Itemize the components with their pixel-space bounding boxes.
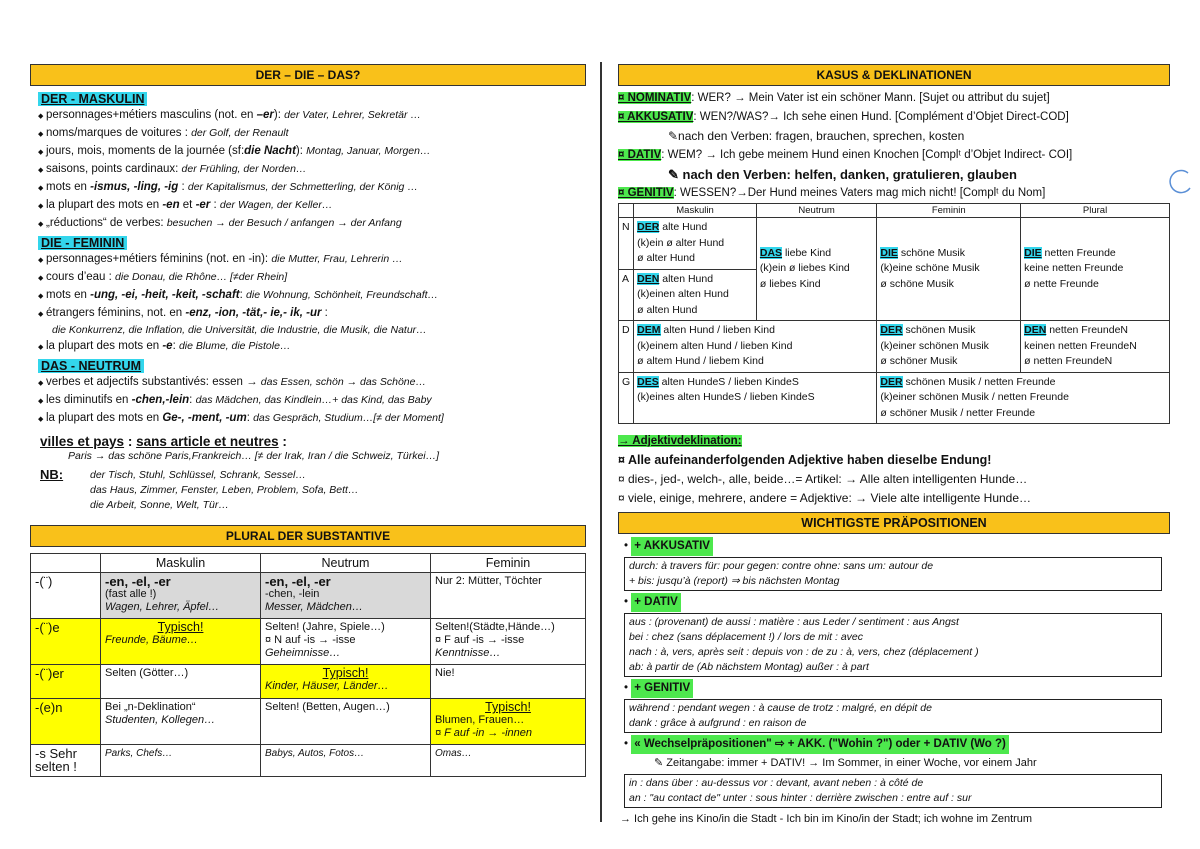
item-text: étrangers féminins, not. en — [46, 307, 186, 319]
plural-cell-line: Geheimnisse… — [265, 647, 341, 659]
akk-prep-row2: + bis: jusqu’à (report) ⇒ bis nächsten Montag — [629, 575, 840, 587]
plural-row — [31, 573, 586, 619]
plural-cell — [101, 619, 261, 665]
decl-cell — [634, 269, 757, 321]
dat-prep-label: + DATIV — [631, 593, 681, 612]
plural-row — [31, 745, 586, 777]
plural-table — [30, 553, 586, 777]
item-example: das Mädchen, das Kindlein…+ das Kind, das Baby — [195, 394, 432, 406]
decl-line: keine netten Freunde — [1024, 262, 1124, 275]
item-sep: : — [172, 340, 179, 352]
item-text: la plupart des mots en — [46, 412, 163, 424]
nominativ-label: ¤ NOMINATIV — [618, 92, 692, 104]
article: DIE — [1024, 246, 1042, 259]
decl-line: ø altem Hund / liebem Kind — [637, 355, 764, 367]
genitiv-label: ¤ GENITIV — [618, 187, 674, 199]
plural-cell — [101, 745, 261, 777]
wechsel-row2: an : "au contact de" unter : sous hinter : derrière zwischen : entre auf : sur — [629, 792, 972, 804]
item-sep: ): — [273, 109, 285, 121]
plural-header: PLURAL DER SUBSTANTIVE — [30, 525, 586, 547]
decl-col-header: Feminin — [877, 204, 1021, 218]
decl-line: ø schöner Musik — [880, 355, 958, 367]
article: (k)einer — [880, 339, 916, 352]
plural-cell-line: -en, -el, -er — [265, 574, 331, 589]
plural-cell — [101, 573, 261, 619]
plural-cell-line: Studenten, Kollegen… — [105, 714, 216, 726]
item-example: der Vater, Lehrer, Sekretär … — [284, 109, 421, 121]
dativ-label: ¤ DATIV — [618, 149, 662, 161]
decl-cell — [877, 372, 1170, 424]
decl-line: (k)eines alten HundeS / lieben KindeS — [637, 391, 815, 403]
adjektiv-rule3: ¤ viele, einige, mehrere, andere = Adjektive: → Viele alte intelligente Hunde… — [618, 491, 1032, 505]
plural-cell-line: Omas… — [435, 748, 472, 759]
plural-cell — [261, 699, 431, 745]
nb-das: das Haus, Zimmer, Fenster, Leben, Problem, Sofa, Bett… — [90, 484, 359, 496]
item-sep2: : — [210, 199, 220, 211]
item-example: der Wagen, der Keller… — [219, 199, 333, 211]
bullet-icon: ◆ — [38, 398, 44, 405]
decl-line: ø schöner Musik / netter Freunde — [880, 406, 1036, 419]
item-sep: : — [178, 181, 188, 193]
nb-examples — [90, 468, 358, 513]
plural-cell-line: -en, -el, -er — [105, 574, 171, 589]
genitiv-text: : WESSEN?→Der Hund meines Vaters mag mich nicht! [Complᵗ du Nom] — [673, 187, 1046, 199]
item-suffix: –er — [256, 109, 274, 121]
nb-label: NB: — [40, 467, 64, 482]
plural-row — [31, 699, 586, 745]
article: DEN — [1024, 324, 1047, 336]
wechsel-box — [624, 774, 1162, 808]
plural-cell-line: Freunde, Bäume… — [105, 634, 198, 646]
list-item — [30, 305, 586, 323]
bullet-icon: ◆ — [38, 185, 44, 192]
item-example: die Blume, die Pistole… — [178, 340, 291, 352]
item-text: personnages+métiers masculins (not. en — [46, 109, 257, 121]
article: keine — [1024, 262, 1050, 275]
article: (k)ein — [637, 236, 664, 249]
plural-cell — [431, 745, 586, 777]
decl-line: DES alten HundeS / lieben KindeS — [637, 375, 799, 388]
list-item — [30, 269, 586, 287]
decl-line: ø alten Hund — [637, 303, 698, 316]
villes-line: villes et pays : sans article et neutres : — [40, 434, 287, 449]
bullet-icon: ◆ — [38, 380, 44, 387]
article: ø — [880, 355, 887, 367]
plural-cell — [261, 619, 431, 665]
akk-prep-box — [624, 557, 1162, 591]
decl-cell — [1021, 321, 1170, 373]
dat-prep-row2: bei : chez (sans déplacement !) / lors de mit : avec — [629, 631, 864, 643]
plural-col-header: Feminin — [431, 554, 586, 573]
plural-cell — [261, 745, 431, 777]
feminin-foreign-examples: die Konkurrenz, die Inflation, die Universität, die Industrie, die Musik, die Natur… — [52, 324, 427, 336]
nb-die: die Arbeit, Sonne, Welt, Tür… — [90, 499, 229, 511]
article: (k)ein — [759, 262, 787, 275]
akk-prep-label: + AKKUSATIV — [631, 537, 713, 556]
plural-cell — [261, 665, 431, 699]
decl-line: DER alte Hund — [637, 221, 708, 233]
plural-col-header — [31, 554, 101, 573]
decl-line: DEM alten Hund / lieben Kind — [637, 324, 775, 336]
item-sep: : — [321, 307, 328, 319]
plural-cell-line: Blumen, Frauen… — [435, 714, 525, 726]
genitiv-line — [618, 184, 1170, 203]
maskulin-list — [30, 107, 586, 233]
dat-prep-box — [624, 613, 1162, 677]
plural-header-row — [31, 554, 586, 573]
article: keinen — [1024, 339, 1056, 352]
plural-cell-line: ¤ N auf -is → -isse — [265, 634, 356, 646]
article: DEM — [637, 324, 661, 336]
decl-row-d — [619, 321, 1170, 373]
plural-cell-line: Nie! — [435, 667, 455, 679]
decl-line: DEN netten FreundeN — [1024, 324, 1128, 336]
article: DEN — [637, 272, 660, 285]
list-item — [30, 161, 586, 179]
adjektiv-block — [618, 432, 1170, 508]
akkusativ-line — [618, 108, 1170, 127]
item-example: der Golf, der Renault — [191, 127, 289, 139]
decl-line: (k)einer schönen Musik / netten Freunde — [880, 391, 1069, 403]
plural-cell-line: -chen, -lein — [265, 588, 320, 600]
item-suffix: die Nacht — [244, 145, 296, 157]
decl-line: (k)eine schöne Musik — [880, 262, 980, 275]
circle-icon — [1166, 168, 1194, 196]
item-text: personnages+métiers féminins (not. en -in): — [46, 253, 272, 265]
praepositionen-header: WICHTIGSTE PRÄPOSITIONEN — [618, 512, 1170, 534]
decl-line: DEN alten Hund — [637, 272, 714, 285]
adjektiv-heading — [618, 432, 1170, 451]
decl-cell — [877, 321, 1021, 373]
list-item — [30, 392, 586, 410]
adjektiv-heading-text: → Adjektivdeklination: — [618, 435, 742, 447]
article: (k)einem — [637, 339, 679, 352]
item-example: die Wohnung, Schönheit, Freundschaft… — [246, 289, 439, 301]
item-suffix2: -er — [195, 199, 211, 211]
item-suffix: -en — [162, 199, 180, 211]
plural-cell-line: Kenntnisse… — [435, 647, 501, 659]
decl-line: (k)einen alten Hund — [637, 288, 729, 300]
decl-col-header: Maskulin — [634, 204, 757, 218]
plural-cell-line: -(¨)e — [35, 620, 60, 635]
article: DES — [637, 375, 659, 388]
plural-cell-line: Messer, Mädchen… — [265, 601, 363, 613]
bullet-icon: ◆ — [38, 257, 44, 264]
list-item — [30, 410, 586, 428]
plural-cell-line: Typisch! — [485, 700, 531, 714]
item-text: la plupart des mots en — [46, 199, 163, 211]
article: ø — [637, 252, 644, 264]
decl-col-header: Plural — [1021, 204, 1170, 218]
case-label: A — [619, 269, 634, 321]
plural-cell — [31, 699, 101, 745]
item-suffix: -e — [162, 340, 173, 352]
declension-table — [618, 203, 1170, 424]
article: DAS — [759, 246, 783, 259]
dativ-verbs: ✎ nach den Verben: helfen, danken, gratulieren, glauben — [668, 167, 1017, 182]
list-item — [30, 125, 586, 143]
left-column — [30, 64, 586, 777]
list-item — [30, 197, 586, 215]
item-text: mots en — [46, 289, 91, 301]
wechsel-row1: in : dans über : au-dessus vor : devant, avant neben : à côté de — [629, 777, 924, 789]
item-text: „réductions“ de verbes: — [46, 217, 167, 229]
item-suffix: -ismus, -ling, -ig — [90, 181, 179, 193]
villes-example: Paris → das schöne Paris,Frankreich… [≠ der Irak, Iran / die Schweiz, Türkei…] — [68, 450, 440, 462]
decl-row-n — [619, 218, 1170, 270]
gen-prep-row2: dank : grâce à aufgrund : en raison de — [629, 717, 807, 729]
neutrum-list — [30, 374, 586, 428]
plural-cell-line: Kinder, Häuser, Länder… — [265, 680, 389, 692]
article: ø — [880, 277, 887, 290]
plural-cell-line: Bei „n-Deklination“ — [105, 701, 196, 713]
decl-line: ø alter Hund — [637, 252, 695, 264]
plural-cell-line: -(¨) — [35, 574, 53, 589]
akkusativ-text: : WEN?/WAS?→ Ich sehe einen Hund. [Complément d’Objet Direct-COD] — [693, 111, 1069, 123]
item-text: cours d’eau : — [46, 271, 116, 283]
dat-prep-row3: nach : à, vers, après seit : depuis von : de zu : à, vers, chez (déplacement ) — [629, 646, 979, 658]
plural-cell-line: ¤ F auf -in → -innen — [435, 727, 533, 739]
plural-cell-line: -(e)n — [35, 700, 63, 715]
bullet-icon: ◆ — [38, 344, 44, 351]
item-example: Montag, Januar, Morgen… — [306, 145, 431, 157]
decl-line: (k)einer schönen Musik — [880, 339, 989, 352]
decl-row-g — [619, 372, 1170, 424]
item-suffix: Ge-, -ment, -um — [162, 412, 247, 424]
article: DER — [880, 324, 903, 336]
item-text: mots en — [46, 181, 91, 193]
villes-label: villes et pays — [40, 434, 125, 449]
akk-prep-row1: durch: à travers für: pour gegen: contre ohne: sans um: autour de — [629, 560, 934, 572]
plural-cell-line: Wagen, Lehrer, Äpfel… — [105, 601, 220, 613]
plural-cell — [31, 745, 101, 777]
plural-cell-line: Selten!(Städte,Hände…) — [435, 621, 555, 633]
plural-cell-line: -(¨)er — [35, 666, 64, 681]
nb-der: der Tisch, Stuhl, Schlüssel, Schrank, Sessel… — [90, 469, 306, 481]
list-item — [30, 374, 586, 392]
plural-col-header: Maskulin — [101, 554, 261, 573]
gen-prep-row1: während : pendant wegen : à cause de trotz : malgré, en dépit de — [629, 702, 932, 714]
article: DER — [637, 221, 660, 233]
article: (k)einer — [880, 391, 916, 403]
item-example: der Frühling, der Norden… — [181, 163, 307, 175]
feminin-heading: DIE - FEMININ — [38, 236, 127, 250]
case-label: G — [619, 372, 634, 424]
decl-line: (k)einem alten Hund / lieben Kind — [637, 339, 793, 352]
gen-prep-box — [624, 699, 1162, 733]
decl-col-header — [619, 204, 634, 218]
plural-cell — [31, 619, 101, 665]
decl-col-header: Neutrum — [756, 204, 877, 218]
item-text: la plupart des mots en — [46, 340, 163, 352]
decl-cell — [877, 218, 1021, 321]
akkusativ-verbs: ✎nach den Verben: fragen, brauchen, sprechen, kosten — [668, 129, 965, 143]
column-divider — [600, 62, 602, 822]
decl-line: ø nette Freunde — [1024, 277, 1099, 290]
plural-cell — [101, 665, 261, 699]
bullet-icon: ◆ — [38, 311, 44, 318]
decl-cell — [634, 218, 757, 270]
dat-prep-row4: ab: à partir de (Ab nächstem Montag) außer : à part — [629, 661, 869, 673]
list-item — [30, 107, 586, 125]
plural-cell — [261, 573, 431, 619]
decl-line: keinen netten FreundeN — [1024, 339, 1137, 352]
plural-cell — [101, 699, 261, 745]
maskulin-heading: DER - MASKULIN — [38, 92, 147, 106]
plural-cell-line: Nur 2: Mütter, Töchter — [435, 575, 542, 587]
bullet-icon: ◆ — [38, 416, 44, 423]
nominativ-line — [618, 89, 1170, 108]
bullet-icon: ◆ — [38, 203, 44, 210]
list-item — [30, 179, 586, 197]
plural-cell-line: Parks, Chefs… — [105, 748, 173, 759]
plural-cell-line: (fast alle !) — [105, 588, 157, 600]
article: DIE — [880, 246, 898, 259]
nominativ-text: : WER? → Mein Vater ist ein schöner Mann. [Sujet ou attribut du sujet] — [691, 92, 1050, 104]
villes-rule: sans article et neutres — [136, 434, 279, 449]
bullet-icon: ◆ — [38, 149, 44, 156]
decl-line: (k)ein ø alter Hund — [637, 236, 725, 249]
plural-cell-line: Selten! (Jahre, Spiele…) — [265, 621, 385, 633]
case-label: N — [619, 218, 634, 270]
dat-prep-row1: aus : (provenant) de aussi : matière : aus Leder / sentiment : aus Angst — [629, 616, 959, 628]
neutrum-heading: DAS - NEUTRUM — [38, 359, 144, 373]
item-example: die Donau, die Rhône… [≠der Rhein] — [115, 271, 288, 283]
article: ø — [637, 355, 644, 367]
article: (k)eine — [880, 262, 913, 275]
decl-line: DIE netten Freunde — [1024, 246, 1116, 259]
plural-cell-line: Babys, Autos, Fotos… — [265, 748, 365, 759]
right-column — [618, 64, 1170, 829]
kasus-header: KASUS & DEKLINATIONEN — [618, 64, 1170, 86]
plural-cell — [431, 573, 586, 619]
plural-cell — [431, 619, 586, 665]
item-text: jours, mois, moments de la journée (sf: — [46, 145, 245, 157]
dativ-text: : WEM? → Ich gebe meinem Hund einen Knochen [Complᵗ d’Objet Indirect- COI] — [661, 149, 1073, 161]
article: ø — [880, 406, 887, 419]
plural-cell — [31, 665, 101, 699]
decl-cell — [756, 218, 877, 321]
article: ø — [1024, 355, 1031, 367]
bullet-icon: ◆ — [38, 113, 44, 120]
plural-cell-line: Selten! (Betten, Augen…) — [265, 701, 390, 713]
bullet-icon: ◆ — [38, 131, 44, 138]
decl-line: DER schönen Musik — [880, 324, 976, 336]
list-item — [30, 251, 586, 269]
plural-cell-line: Typisch! — [322, 666, 369, 680]
item-suffix: -enz, -ion, -tät,- ie,- ik, -ur — [185, 307, 322, 319]
decl-header-row — [619, 204, 1170, 218]
item-sep: et — [179, 199, 196, 211]
plural-cell-line: Typisch! — [157, 620, 204, 634]
gen-prep-head: • + GENITIV — [618, 679, 1170, 698]
wechsel-label: « Wechselpräpositionen" ⇨ + AKK. ("Wohin ?") oder + DATIV (Wo ?) — [631, 735, 1009, 754]
zeitangabe: ✎ Zeitangabe: immer + DATIV! → Im Sommer, in einer Woche, vor einem Jahr — [654, 757, 1037, 769]
plural-cell — [31, 573, 101, 619]
item-text: les diminutifs en — [46, 394, 132, 406]
plural-cell-line: -s Sehr selten ! — [35, 746, 77, 774]
plural-cell — [431, 699, 586, 745]
akkusativ-label: ¤ AKKUSATIV — [618, 111, 694, 123]
list-item — [30, 143, 586, 161]
plural-cell — [431, 665, 586, 699]
decl-line: DER schönen Musik / netten Freunde — [880, 375, 1056, 388]
item-text: verbes et adjectifs substantivés: essen → — [46, 376, 261, 388]
bullet-icon: ◆ — [38, 275, 44, 282]
nb-block — [30, 467, 586, 515]
decl-line: ø schöne Musik — [880, 277, 954, 290]
item-text: noms/marques de voitures : — [46, 127, 192, 139]
wechsel-head: • « Wechselpräpositionen" ⇨ + AKK. ("Wohin ?") oder + DATIV (Wo ?) — [618, 735, 1170, 754]
item-suffix: -ung, -ei, -heit, -keit, -schaft — [90, 289, 240, 301]
list-item — [30, 215, 586, 233]
plural-row — [31, 665, 586, 699]
decl-line: DIE schöne Musik — [880, 246, 966, 259]
decl-cell — [634, 372, 877, 424]
akk-prep-head: • + AKKUSATIV — [618, 537, 1170, 556]
item-sep: : — [239, 289, 247, 301]
item-example: das Gespräch, Studium…[≠ der Moment] — [253, 412, 444, 424]
wechsel-example: → Ich gehe ins Kino/in die Stadt - Ich bin im Kino/in der Stadt; ich wohne im Zentrum — [620, 813, 1033, 825]
item-example: die Mutter, Frau, Lehrerin … — [271, 253, 403, 265]
adjektiv-rule1: ¤ Alle aufeinanderfolgenden Adjektive haben dieselbe Endung! — [618, 453, 992, 467]
bullet-icon: ◆ — [38, 293, 44, 300]
bullet-icon: ◆ — [38, 221, 44, 228]
decl-line: ø netten FreundeN — [1024, 355, 1113, 367]
decl-cell — [634, 321, 877, 373]
article: ø — [759, 277, 767, 290]
case-label: D — [619, 321, 634, 373]
item-sep: : — [246, 412, 254, 424]
item-example: besuchen → der Besuch / anfangen → der Anfang — [166, 217, 402, 229]
plural-cell-line: ¤ F auf -is → -isse — [435, 634, 525, 646]
decl-line: ø liebes Kind — [759, 277, 821, 290]
decl-cell — [1021, 218, 1170, 321]
article: DER — [880, 375, 903, 388]
article: (k)eines — [637, 391, 675, 403]
article: ø — [637, 303, 644, 316]
item-suffix: -chen,-lein — [131, 394, 190, 406]
article: (k)einen — [637, 288, 676, 300]
feminin-list — [30, 251, 586, 356]
plural-col-header: Neutrum — [261, 554, 431, 573]
list-item — [30, 338, 586, 356]
decl-line: (k)ein ø liebes Kind — [759, 262, 850, 275]
item-text: saisons, points cardinaux: — [46, 163, 182, 175]
dat-prep-head: • + DATIV — [618, 593, 1170, 612]
plural-cell-line: Selten (Götter…) — [105, 667, 189, 679]
gen-prep-label: + GENITIV — [631, 679, 693, 698]
der-die-das-header: DER – DIE – DAS? — [30, 64, 586, 86]
plural-row — [31, 619, 586, 665]
bullet-icon: ◆ — [38, 167, 44, 174]
item-example: der Kapitalismus, der Schmetterling, der König … — [187, 181, 418, 193]
decl-line: DAS liebe Kind — [759, 246, 832, 259]
item-sep: : — [189, 394, 196, 406]
adjektiv-rule2: ¤ dies-, jed-, welch-, alle, beide…= Artikel: → Alle alten intelligenten Hunde… — [618, 472, 1028, 486]
dativ-line — [618, 146, 1170, 165]
article: ø — [1024, 277, 1031, 290]
item-sep: ): — [295, 145, 307, 157]
list-item — [30, 287, 586, 305]
item-example: das Essen, schön → das Schöne… — [260, 376, 426, 388]
